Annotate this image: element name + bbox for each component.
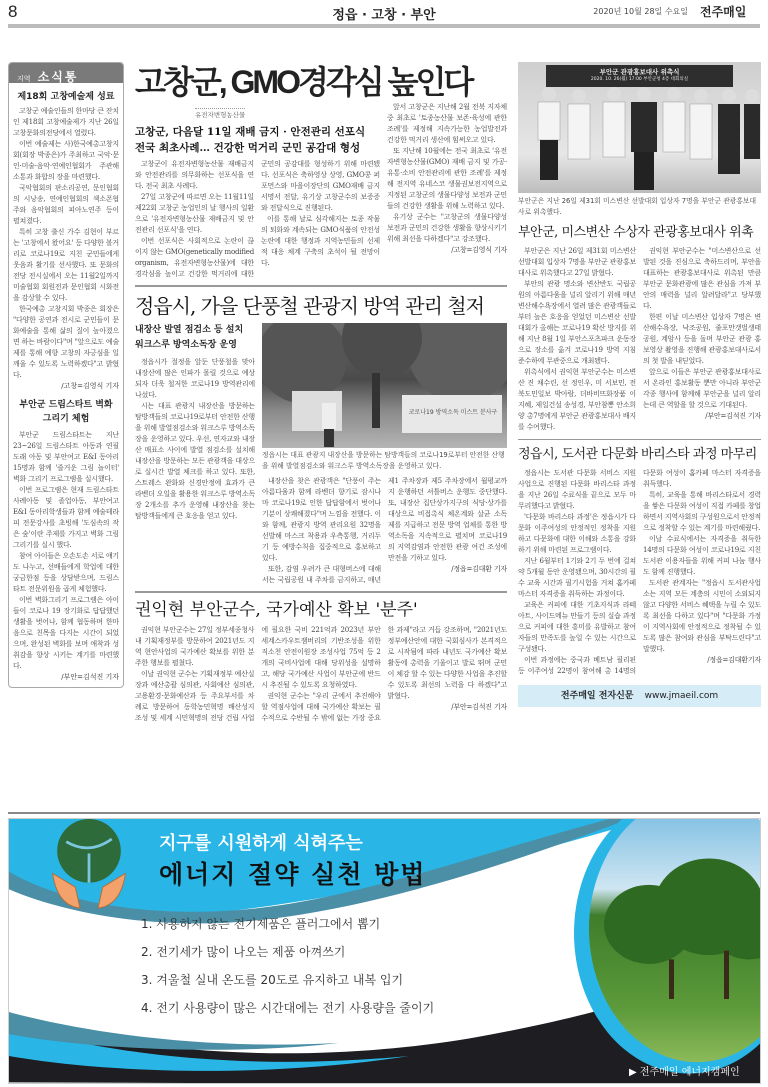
paragraph: 27일 고창군에 따르면 오는 11월11일 제22회 고창군 농업인의 날 행사의 일환으로 '유전자변형농산물 재배금지 및 안전관리 선포식'을 연다. xyxy=(135,193,254,234)
sidebar-local-news xyxy=(8,62,124,688)
play-triangle-icon: ▶ xyxy=(629,1067,640,1078)
photo-ambassadors xyxy=(518,62,761,193)
byline: /부안=김석진 기자 xyxy=(705,412,761,420)
byline: /정읍=김대환 기자 xyxy=(451,565,507,573)
article-jeongeup-body xyxy=(135,357,255,522)
article-tag: 유전자변형농산물 xyxy=(195,108,245,119)
e-newspaper-label: 전주매일 전자신문 xyxy=(560,691,634,701)
ad-list-item: 3. 겨울철 실내 온도를 20도로 유지하고 내복 입기 xyxy=(141,973,404,987)
energy-campaign-ad xyxy=(8,818,761,1084)
article-gmo-headline: 고창군, GMO경각심 높인다 xyxy=(135,64,472,100)
sidebar-item-body xyxy=(13,106,119,381)
photo-banner-title: 부안군 관광홍보대사 위촉식 xyxy=(599,68,680,76)
ad-campaign xyxy=(629,1063,740,1078)
paragraph: 이날 수료식에서는 자격증을 취득한 14명의 다문화 여성이 코로나19로 지친 도서관 이용자들을 위해 커피 나눔 행사도 함께 진행했다. xyxy=(643,535,761,576)
ad-list-item: 1. 사용하지 않는 전기제품은 플러그에서 뽑기 xyxy=(141,917,381,931)
article-gmo-body-col3 xyxy=(387,102,507,280)
earth-in-hands-icon xyxy=(44,819,134,919)
paragraph: 고창군이 유전자변형농산물 재배금지와 안전관리를 의무화하는 선포식을 연다. 전국 최초 사례다. xyxy=(135,160,254,190)
article-subheadline: 워크스루 방역소독장 운영 xyxy=(135,340,237,350)
paragraph: 부안의 관광 명소와 변산반도 국립공원의 아름다움을 널리 알리기 위해 매년 변산해수욕장에서 열려 많은 관광객들로부터 높은 호응을 얻었던 미스변산 선발대회가 올해는 코로나19 확산 방지를 위해 지난 8월 1일 부안스포츠파크 운동장으로 장소를 옮겨 코로나19 방역 지침 준수하에 무관중으로 개최됐다. xyxy=(518,280,636,365)
right-column xyxy=(518,62,761,707)
middle-column xyxy=(135,62,507,724)
paragraph: 이날 권익현 군수는 기획재정부 예산실장과 예산총괄 심의관, 사회예산 심의관, 고용환경·문화예산과 등 주요부서를 차례로 방문하여 동학농민혁명 배산성지 조성 및 세계 시민혁명의 전당 건립 사업에 필요한 국비 221억과 2023년 부안 세계스카우트잼버리의 기반조성을 위한 직소천 안전이원장 조성사업 75억 등 2개의 국비사업에 대해 당위성을 설명하고, 해당 국가예산 사업이 부안군에 반드시 추진될 수 있도록 요청하였다. xyxy=(135,626,381,722)
page-number: 8 xyxy=(8,2,18,21)
sidebar-header xyxy=(9,63,123,83)
paragraph: 또 지난해 10월에는 전국 최초로 '유전자변형농산물(GMO) 재배 금지 및 가공·유통·소비 안전관리에 관한 조례'를 제정해 전지역 유네스코 생물권보전지역으로 지정된 고창군의 생물다양성 보전과 군민들의 건강한 생활을 위해 노력하고 있다. xyxy=(387,147,507,210)
paragraph: 권익현 군수는 "우리 군에서 추진해야 할 역점사업에 대해 국가예산 확보는 필수적으로 수반될 수 밖에 없는 가장 중요한 과제"라고 거듭 강조하며, "2021년도 정부예산안에 대한 국회심사가 본격적으로 시작됨에 따라 내년도 국가예산 확보 활동에 총력을 기울이고 발로 뛰며 군민이 체감 할 수 있는 다양한 사업을 추진할 수 있도록 최선의 노력을 다 하겠다"고 밝혔다. xyxy=(261,626,507,722)
paragraph: 앞서 고창군은 지난해 2월 전북 지자체 중 최초로 '토종농산물 보존·육성에 관한 조례'를 제정해 지속가능한 농업발전과 건강한 먹거리 생산에 힘써오고 있다. xyxy=(387,103,507,144)
byline: /고창=김영식 기자 xyxy=(451,246,507,254)
masthead: 전주매일 xyxy=(700,5,747,19)
paragraph: 특히, 교육을 통해 바리스타로서 경력을 쌓은 다문화 여성이 직접 카페를 창업하면서 지역사회의 구성원으로서 안정적으로 정착할 수 있는 계기를 마련해줬다. xyxy=(643,491,761,532)
photo-scene xyxy=(262,323,507,448)
sidebar-item-title: 제18회 고창예술제 성료 xyxy=(17,92,115,102)
paragraph: 이번 프로그램은 현재 드림스타트 사례아동 및 졸업아동, 부안여고 E&I 동아리학생들과 함께 예술테라피 전문강사를 초빙해 '도심속의 작은 숲'이란 주제를 가지고 벽화 그림 그리기를 실시 했다. xyxy=(13,486,119,549)
article-barista-headline: 정읍시, 도서관 다문화 바리스타 과정 마무리 xyxy=(518,447,757,462)
paragraph: 권익현 부안군수는 "미스변산으로 선발된 것을 진심으로 축하드리며, 부안을 대표하는 관광홍보대사로 위촉된 만큼 부안군 문화관광에 많은 관심을 가져 부안의 매력을 널리 알려달라"고 당부했다. xyxy=(643,247,761,310)
article-gmo-body xyxy=(135,159,380,280)
ad-title-small: 지구를 시원하게 식혀주는 xyxy=(159,833,363,854)
byline: /고창=김영식 기자 xyxy=(61,382,119,390)
paragraph: '다문화 바리스타 과정'은 정읍시가 다문화 이주여성의 안정적인 정착을 지원하고 다문화에 대한 이해와 소통을 강화하기 위해 마련된 프로그램이다. xyxy=(518,513,636,554)
ad-list xyxy=(141,915,434,1027)
article-buan-budget-body xyxy=(135,625,507,724)
byline: /부안=김석진 기자 xyxy=(61,673,119,681)
paragraph: 유기상 군수는 "고창군의 생물다양성 보전과 군민의 건강한 생활을 향상시키기 위해 최선을 다하겠다"고 강조했다. xyxy=(387,213,507,243)
sidebar-label-small: 지역 xyxy=(17,75,31,83)
sidebar-item-body xyxy=(13,430,119,672)
section-title: 정읍 · 고창 · 부안 xyxy=(332,8,436,23)
paragraph: 정읍시가 절정을 앞둔 단풍철을 맞아 내장산에 많은 인파가 몰릴 것으로 예상되자 더욱 철저한 코로나19 방역관리에 나섰다. xyxy=(135,358,255,399)
paragraph: 이번 과정에는 중국과 베트남 필리핀 등 이주여성 22명이 참여해 총 14명의 다문화 여성이 홈카페 마스터 자격증을 취득했다. xyxy=(518,469,761,675)
ad-campaign-label: 전주매일 에너지캠페인 xyxy=(639,1067,740,1078)
paragraph: 특히 고창 출신 가수 김현이 부르는 '고창에서 왔어요' 등 다양한 볼거리로 코로나19로 지친 군민들에게 웃음과 활기를 선사했다. 또 문화의전당 전시실에서 오는 11월2일까지 미술협회 회원전과 문인협회 시화전을 감상할 수 있다. xyxy=(13,228,119,302)
sidebar-label-big: 소식통 xyxy=(37,70,79,84)
article-subheadline: 내장산 발열 점검소 등 설치 xyxy=(135,325,244,335)
divider xyxy=(135,285,507,287)
article-jeongeup-body-lower xyxy=(262,476,507,586)
article-barista-body xyxy=(518,468,761,677)
paragraph: 이번 선포식은 사회적으로 논란이 끊이지 않는 GMO(genetically modified organism, 유전자변형농산물)에 대한 경각심을 높이고 건강한 먹거리에 대한 군민의 공감대를 형성하기 위해 마련됐다. 선포식은 축하영상 상영, GMO콩 퍼포먼스와 마을이장단의 GMO재배 금지 서명서 전달, 유기상 고창군수의 보증증와 전달식으로 진행된다. xyxy=(135,160,380,278)
paragraph: 이를 통해 날로 심각해지는 토종 작물의 퇴화와 계속되는 GMO식품의 안전성 논란에 대한 행정과 지역농민들의 선제적 대응 체계 구축의 초석이 될 전망이다. xyxy=(261,215,380,267)
paragraph: 위촉식에서 권익현 부안군수는 미스변산 진 채수린, 선 정인우, 미 서보민, 전북도민일보 박아람, 더바비뜨화장품 이지혜, 제일건설 송성경, 부안참뽕 안소희 양 총7명에게 부안군 관광홍보대사 배지를 수여했다. xyxy=(518,368,636,431)
photo-sign-text: 코로나19 방역소독 미스트 분사구 xyxy=(408,409,498,416)
section-divider xyxy=(8,812,760,814)
byline: /부안=김석진 기자 xyxy=(451,703,507,711)
paragraph: 도서관 관계자는 "정읍시 도서관사업소는 지역 모든 계층의 시민이 소외되지 않고 다양한 서비스 혜택을 누릴 수 있도록 최선을 다하고 있다"며 "다문화 가정이 지역사회에 안정적으로 정착될 수 있도록 많은 참여와 관심을 부탁드린다"고 말했다. xyxy=(643,579,761,653)
paragraph: 지난 6월부터 1기와 2기 두 번에 걸쳐 약 5개월 동안 운영됐으며, 30시간의 필수 교육 시간과 필기시험을 거쳐 홈카페 마스터 자격증을 취득하는 과정이다. xyxy=(518,557,636,598)
sidebar-item-title: 부안군 드림스타트 벽화 그리기 체험 xyxy=(19,400,113,424)
paragraph: 앞으로 이들은 부안군 관광홍보대사로서 온라인 홍보활동 뿐만 아니라 부안군 각종 행사에 함께해 부안군을 널리 알리는데 큰 역할을 할 것으로 기대된다. xyxy=(643,368,761,409)
photo-banner xyxy=(546,65,733,87)
article-missbyeonsan-headline: 부안군, 미스변산 수상자 관광홍보대사 위촉 xyxy=(518,225,754,240)
photo-caption: 부안군은 지난 26일 제31회 미스변산 선발대회 입상자 7명을 부안군 관광홍보대사로 위촉했다. xyxy=(518,197,757,216)
paragraph: 내장산을 찾은 관광객은 "단풍이 주는 아름다움과 함께 라벤더 향기로 잠시나마 코로나19로 인한 답답함에서 벗어나 기분이 상쾌해졌다"며 느낌을 전했다. 이와 함께, 관광지 방역 관리요원 32명을 선발해 마스크 착용과 우측통행, 거리두기 등 예방수칙을 집중적으로 홍보하고 있다. xyxy=(262,477,381,562)
ad-list-item: 2. 전기세가 많이 나오는 제품 아껴쓰기 xyxy=(141,945,346,959)
paragraph: 권익현 부안군수는 27일 정부세종청사 내 기획재정부를 방문하여 2021년도 지역 현안사업의 국가예산 확보를 위한 분주한 행보를 펼쳤다. xyxy=(135,626,255,667)
issue-date: 2020년 10월 28일 수요일 xyxy=(593,7,688,16)
paragraph: 또한, 감염 우려가 큰 대형버스에 대해서는 국립공원 내 주차를 금지하고, 매년 제1 주차장과 제5 주차장에서 월평교까지 운행하던 셔틀버스 운행도 중단했다. 또, 내장산 집단상가지구의 식당·상가를 대상으로 비접촉식 체온계와 살균 소독제를 지급하고 전문 방역 업체를 통한 방역소독을 지속적으로 펼치며 코로나19의 지역감염과 안전한 관광 여건 조성에 만전을 기하고 있다. xyxy=(262,477,507,584)
article-buan-budget-headline: 권익현 부안군수, 국가예산 확보 '분주' xyxy=(135,600,418,620)
header-rule xyxy=(8,24,760,28)
e-newspaper-url[interactable]: www.jmaeil.com xyxy=(644,691,719,701)
paragraph: 국악협회의 판소리공연, 문인협회의 시낭송, 연예인협회의 색소폰협주와 음악협회의 피아노연주 등이 펼쳐졌다. xyxy=(13,184,119,225)
article-subheadline: 전국 최초사례… 건강한 먹거리 군민 공감대 형성 xyxy=(135,142,361,154)
paragraph: 교육은 커피에 대한 기초지식과 라떼아트, 사이드메뉴 만들기 등의 실습 과정으로 커피에 대한 흥미를 유발하고 참여자들의 만족도를 높일 수 있는 시간으로 구성됐다. xyxy=(518,601,636,653)
paragraph: 부안군 드림스타트는 지난 23~26일 드림스타트 아동과 연필도래 아동 및 부안여고 E&I 동아리 15명과 함께 '즐거운 그림 놀이터' 벽화 그리기 프로그램을 실시했다. xyxy=(13,431,119,483)
paragraph: 한국예총 고창지회 박종은 회장은 "다양한 공연과 전시로 군민들이 문화예술을 통해 삶의 질이 높아졌으면 하는 바람이다"며 "앞으로도 예술제를 통해 예향 고창의 자긍심을 일깨울 수 있도록 노력하겠다"고 밝혔다. xyxy=(13,305,120,379)
paragraph: 정읍시는 도서관 다문화 서비스 지원사업으로 진행된 다문화 바리스타 과정을 지난 26일 수료식을 끝으로 모두 마무리했다고 밝혔다. xyxy=(518,469,636,510)
paragraph: 이번 예술제는 사)한국예총고창지회(회장 박종은)가 주최하고 국악·문인·미술·음악·연예인협회가 주관해 소통과 화합의 장을 마련했다. xyxy=(13,140,119,181)
paragraph: 참여 아이들은 오손도손 서로 얘기도 나누고, 선배들에게 학업에 대한 궁금한점 등을 상담받으며, 드림스타트 전문위원을 곱게 체험했다. xyxy=(13,552,119,593)
paragraph: 이번 벽화그리기 프로그램은 아이들이 코로나 19 장기화로 답답했던 생활을 벗어나, 함께 협동하며 한마음으로 친목을 다지는 시간이 되었으며, 완성된 벽화를 보며 애착과 성취감을 향상 시키는 계기를 마련했다. xyxy=(13,596,119,670)
paragraph: 한편 이날 미스변산 입상자 7명은 변산해수욕장, 낙조공원, 줄포만갯벌생태공원, 계암사 등을 돌며 부안군 관광 홍보영상 촬영을 진행해 관광홍보대사로서의 첫 발을 내딛었다. xyxy=(643,313,761,365)
article-jeongeup-headline: 정읍시, 가을 단풍철 관광지 방역 관리 철저 xyxy=(135,294,484,318)
paragraph: 고창군 예술인들의 한마당 큰 잔치인 제18회 고창예술제가 지난 26일 고창문화의전당에서 열렸다. xyxy=(13,107,119,137)
divider xyxy=(135,591,507,593)
photo-caption: 정읍시는 대표 관광지 내장산을 방문하는 탐방객들의 코로나19로부터 안전한 산행을 위해 발열점검소와 워크스루 방역소독장을 운영하고 있다. xyxy=(262,451,505,470)
divider xyxy=(518,439,761,440)
ad-list-item: 4. 전기 사용량이 많은 시간대에는 전기 사용량을 줄이기 xyxy=(141,1001,435,1015)
ad-title-big: 에너지 절약 실천 방법 xyxy=(159,860,427,889)
photo-banner-sub: 2020. 10. 26(월) 17:00 부안군청 4층 대회의실 xyxy=(590,77,689,82)
e-newspaper-banner[interactable] xyxy=(518,685,761,707)
paragraph: 시는 대표 관광지 내장산을 방문하는 탐방객들의 코로나19로부터 안전한 산행을 위해 발열점검소와 워크스루 방역소독장을 운영하고 있다. 우선, 연자교와 내장산 매표소 사이에 발열 점검소를 설치해 내장산을 방문하는 모든 관광객을 대상으로 실시간 발열 체크를 하고 있다. 또한, 스트레스 완화와 신경안정에 효과가 큰 라벤더 오일을 활용한 워크스루 방역소독장 2개소를 추가 운영해 내장산을 찾는 탐방객들에게 큰 호응을 얻고 있다. xyxy=(135,402,255,520)
photo-naejangsan xyxy=(262,323,507,448)
paragraph: 부안군은 지난 26일 제31회 미스변산 선발대회 입상자 7명을 부안군 관광홍보대사로 위촉했다고 27일 밝혔다. xyxy=(518,247,636,277)
article-subheadline: 고창군, 다음달 11일 재배 금지 · 안전관리 선포식 xyxy=(135,126,366,138)
byline: /정읍=김대환기자 xyxy=(707,656,761,664)
article-missbyeonsan-body xyxy=(518,246,761,433)
